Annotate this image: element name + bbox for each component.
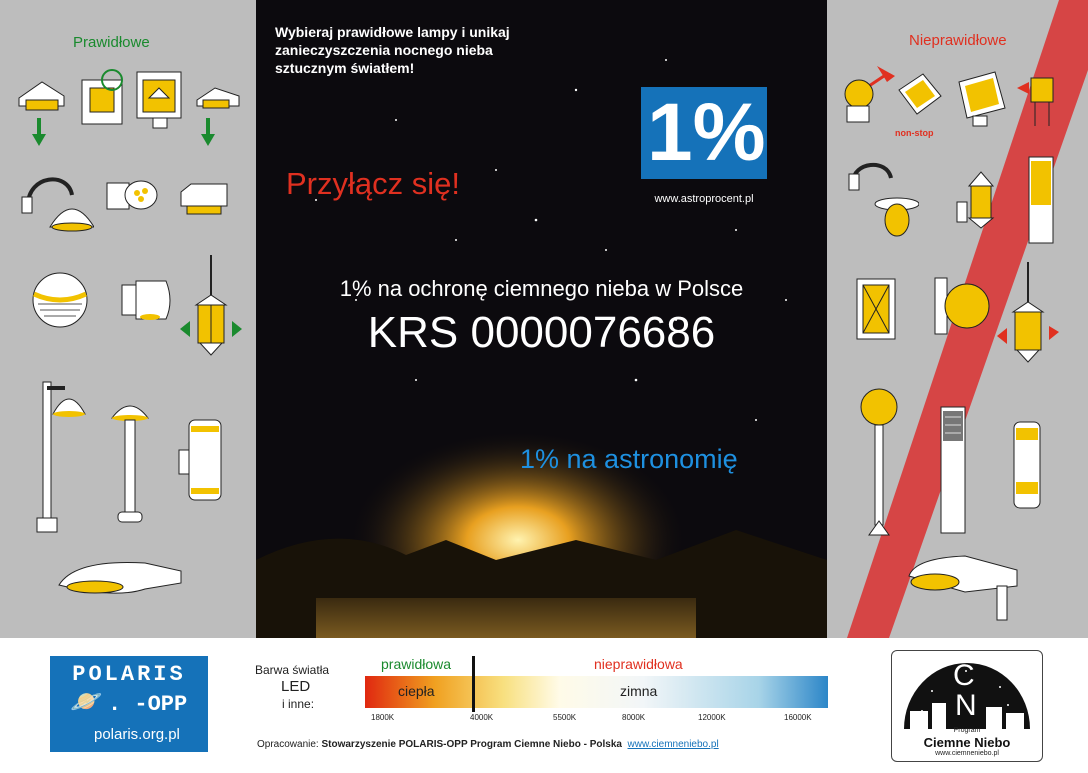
pole-lamp-icon bbox=[35, 378, 89, 538]
incorrect-lamps-panel bbox=[827, 0, 1088, 638]
polaris-title: POLARIS bbox=[72, 662, 186, 687]
flat-glass-street-lamp-icon bbox=[905, 548, 1025, 624]
down-arrow-icon bbox=[201, 118, 215, 151]
correct-lamps-panel bbox=[0, 0, 256, 638]
tilted-floodlight-icon bbox=[895, 68, 945, 124]
halogen-floodlight-icon bbox=[1015, 72, 1059, 128]
led-downlight-icon bbox=[103, 175, 161, 215]
astroprocent-url[interactable]: www.astroprocent.pl bbox=[654, 193, 754, 205]
astroprocent-logo bbox=[641, 87, 767, 179]
square-wall-lamp-icon bbox=[853, 275, 899, 343]
wall-cone-lamp-icon bbox=[193, 82, 243, 116]
house-floodlight-icon bbox=[133, 68, 185, 130]
one-percent-mark: 1% bbox=[647, 87, 766, 178]
bollard-lamp-icon bbox=[110, 400, 150, 526]
down-arrow-icon bbox=[32, 118, 46, 151]
wall-lantern-icon bbox=[955, 166, 999, 236]
shielded-floodlight-icon bbox=[14, 78, 69, 118]
footer-bar bbox=[0, 638, 1088, 773]
intro-line: zanieczyszczenia nocnego nieba bbox=[275, 42, 493, 58]
credits-line bbox=[257, 739, 719, 750]
astronomy-slogan: 1% na astronomię bbox=[520, 444, 738, 474]
other-label: i inne: bbox=[282, 697, 315, 711]
tick-label: 16000K bbox=[784, 713, 812, 722]
banded-cylinder-lamp-icon bbox=[1010, 420, 1044, 512]
intro-line: Wybieraj prawidłowe lampy i unikaj bbox=[275, 24, 510, 40]
bulb-wall-lamp-icon bbox=[847, 158, 919, 238]
tick-label: 4000K bbox=[470, 713, 494, 722]
threshold-marker bbox=[472, 656, 475, 712]
warm-label: ciepła bbox=[398, 683, 435, 699]
globe-wall-lamp-icon bbox=[931, 272, 991, 340]
bulkhead-lamp-icon bbox=[120, 275, 174, 325]
logo-letter-c: C bbox=[953, 659, 975, 692]
night-sky-poster bbox=[256, 0, 827, 638]
tick-label: 1800K bbox=[371, 713, 395, 722]
polaris-logo bbox=[50, 656, 208, 752]
non-stop-label: non-stop bbox=[895, 128, 934, 138]
join-slogan: Przyłącz się! bbox=[286, 166, 460, 201]
credits-url[interactable]: www.ciemneniebo.pl bbox=[627, 739, 719, 750]
lantern-with-arrows-icon bbox=[178, 255, 244, 365]
grille-bollard-icon bbox=[937, 405, 969, 537]
dark-sky-line: 1% na ochronę ciemnego nieba w Polsce bbox=[339, 276, 744, 301]
cylinder-wall-lamp-icon bbox=[177, 418, 225, 504]
program-label: Program bbox=[953, 727, 981, 734]
led-label: LED bbox=[281, 678, 311, 695]
credits-org: Stowarzyszenie POLARIS-OPP Program Ciemne Niebo - Polska bbox=[321, 739, 622, 750]
logo-letter-n: N bbox=[955, 689, 977, 722]
ciemne-niebo-logo bbox=[891, 650, 1043, 762]
polaris-url[interactable]: polaris.org.pl bbox=[94, 726, 180, 743]
saturn-icon: 🪐 bbox=[70, 686, 103, 716]
tick-label: 8000K bbox=[622, 713, 646, 722]
correct-heading: Prawidłowe bbox=[73, 34, 150, 51]
cold-label: zimna bbox=[620, 683, 658, 699]
light-color-label: Barwa światła bbox=[255, 663, 330, 677]
tick-label: 5500K bbox=[553, 713, 577, 722]
flat-floodlight-icon bbox=[76, 68, 126, 130]
globe-post-lamp-icon bbox=[857, 385, 901, 540]
ciemne-niebo-url[interactable]: www.ciemneniebo.pl bbox=[935, 750, 999, 757]
lantern-with-arrows-icon bbox=[995, 262, 1061, 376]
incorrect-range-label: nieprawidłowa bbox=[594, 656, 683, 672]
incorrect-heading: Nieprawidłowe bbox=[909, 32, 1007, 49]
ciemne-niebo-name: Ciemne Niebo bbox=[923, 735, 1011, 750]
spotlight-with-arrow-icon bbox=[841, 62, 901, 128]
round-ceiling-lamp-icon bbox=[30, 268, 90, 330]
glowing-column-icon bbox=[1025, 155, 1057, 247]
tilted-house-floodlight-icon bbox=[953, 68, 1009, 128]
tick-label: 12000K bbox=[698, 713, 726, 722]
polaris-subtitle: . -OPP bbox=[108, 692, 188, 717]
intro-line: sztucznym światłem! bbox=[275, 60, 415, 76]
correct-range-label: prawidłowa bbox=[381, 656, 452, 672]
gooseneck-lamp-icon bbox=[18, 165, 94, 235]
credits-prefix: Opracowanie: bbox=[257, 739, 322, 750]
box-wall-lamp-icon bbox=[177, 180, 231, 220]
krs-number: KRS 0000076686 bbox=[367, 308, 716, 357]
intro-text bbox=[275, 23, 510, 77]
cobra-street-lamp-icon bbox=[55, 555, 185, 607]
